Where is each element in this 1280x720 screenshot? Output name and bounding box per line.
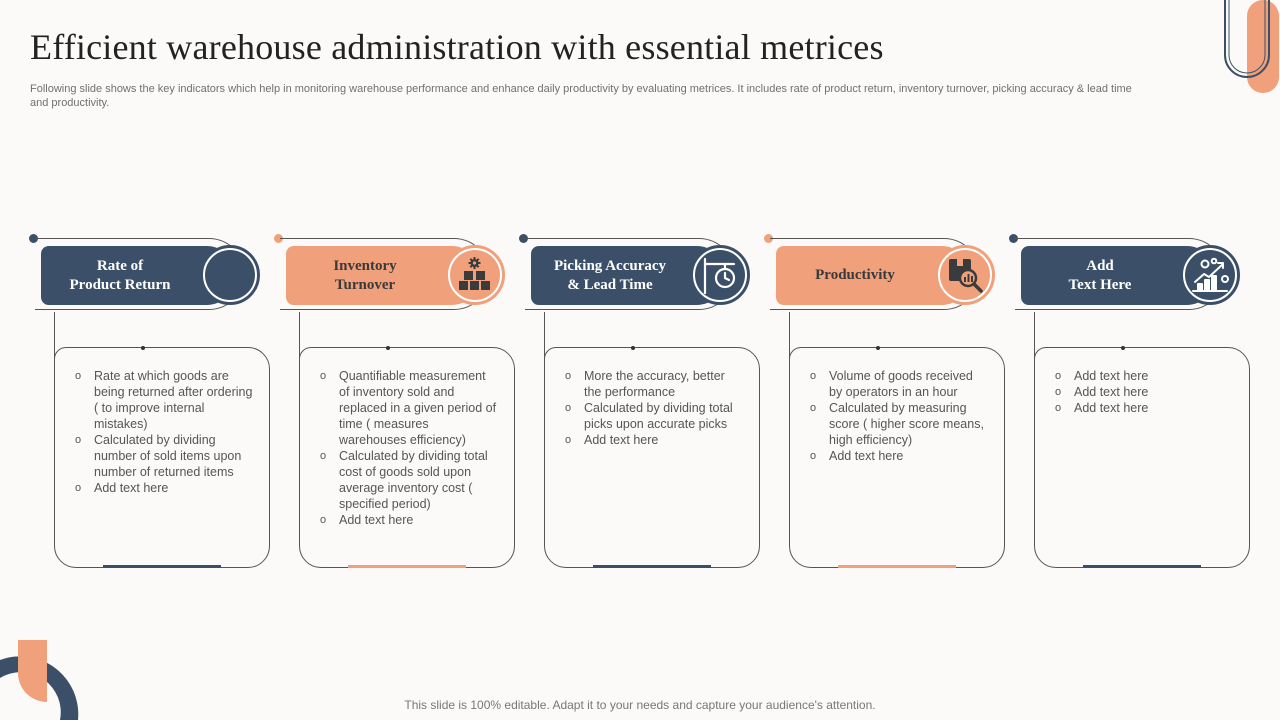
clock-sign-icon (700, 255, 740, 295)
card-body (299, 347, 515, 568)
bullet-item: o Add text here (320, 512, 498, 528)
card-icon-disc (940, 250, 990, 300)
card-icon-disc (205, 250, 255, 300)
bullet-list (75, 368, 253, 496)
card-body-dot (1121, 346, 1125, 350)
bullet-item: o Calculated by dividing total picks upon accurate picks (565, 400, 743, 432)
bullet-item: o Add text here (75, 480, 253, 496)
bullet-item: o Calculated by measuring score ( higher score means, high efficiency) (810, 400, 988, 448)
card-accent-bar (1083, 565, 1201, 568)
bullet-item: o Add text here (810, 448, 988, 464)
bullet-list (1055, 368, 1233, 416)
card-title: Productivity (815, 267, 895, 283)
bullet-item: o Add text here (1055, 400, 1233, 416)
metric-card (1015, 230, 1235, 575)
card-icon-ring (935, 245, 995, 305)
bullet-item: o Calculated by dividing number of sold items upon number of returned items (75, 432, 253, 480)
card-accent-bar (838, 565, 956, 568)
card-body-dot (141, 346, 145, 350)
card-body (544, 347, 760, 568)
card-body (54, 347, 270, 568)
card-body (789, 347, 1005, 568)
boxes-gear-icon (457, 257, 493, 293)
bullet-item: o Quantifiable measurement of inventory sold and replaced in a given period of time ( measures warehouses efficiency) (320, 368, 498, 448)
magnifier-box-icon (946, 256, 984, 294)
bullet-list (810, 368, 988, 464)
bullet-item: o Volume of goods received by operators in an hour (810, 368, 988, 400)
card-title: Add Text Here (1068, 257, 1132, 293)
card-title: Picking Accuracy & Lead Time (553, 257, 667, 293)
card-icon-ring (1180, 245, 1240, 305)
page-subtitle: Following slide shows the key indicators which help in monitoring warehouse performance and enhance daily productivity by evaluating metrices. It includes rate of product return, inventory turnover, picking accuracy & lead time and productivity. (30, 83, 1132, 109)
bullet-item: o Calculated by dividing total cost of goods sold upon average inventory cost ( specified period) (320, 448, 498, 512)
card-body (1034, 347, 1250, 568)
bullet-list (320, 368, 498, 528)
card-icon-disc (450, 250, 500, 300)
card-accent-bar (593, 565, 711, 568)
card-icon-ring (445, 245, 505, 305)
card-icon-ring (200, 245, 260, 305)
card-title: Rate of Product Return (69, 257, 171, 293)
page-title: Efficient warehouse administration with essential metrices (30, 27, 884, 67)
growth-gears-icon (1190, 255, 1230, 295)
metric-card (35, 230, 255, 575)
card-accent-bar (348, 565, 466, 568)
bullet-item: o Add text here (565, 432, 743, 448)
metric-card (525, 230, 745, 575)
bullet-list (565, 368, 743, 448)
card-accent-bar (103, 565, 221, 568)
card-body-dot (386, 346, 390, 350)
top-right-decoration (1215, 0, 1280, 95)
bullet-item: o Add text here (1055, 384, 1233, 400)
footer-note: This slide is 100% editable. Adapt it to your needs and capture your audience's attention. (404, 698, 876, 712)
card-icon-disc (695, 250, 745, 300)
card-icon-ring (690, 245, 750, 305)
bullet-item: o Rate at which goods are being returned after ordering ( to improve internal mistakes) (75, 368, 253, 432)
card-body-dot (876, 346, 880, 350)
cart-return-icon (212, 257, 248, 293)
metric-card (770, 230, 990, 575)
card-title: Inventory Turnover (333, 257, 397, 293)
card-body-dot (631, 346, 635, 350)
metric-card (280, 230, 500, 575)
bullet-item: o Add text here (1055, 368, 1233, 384)
bullet-item: o More the accuracy, better the performance (565, 368, 743, 400)
card-icon-disc (1185, 250, 1235, 300)
